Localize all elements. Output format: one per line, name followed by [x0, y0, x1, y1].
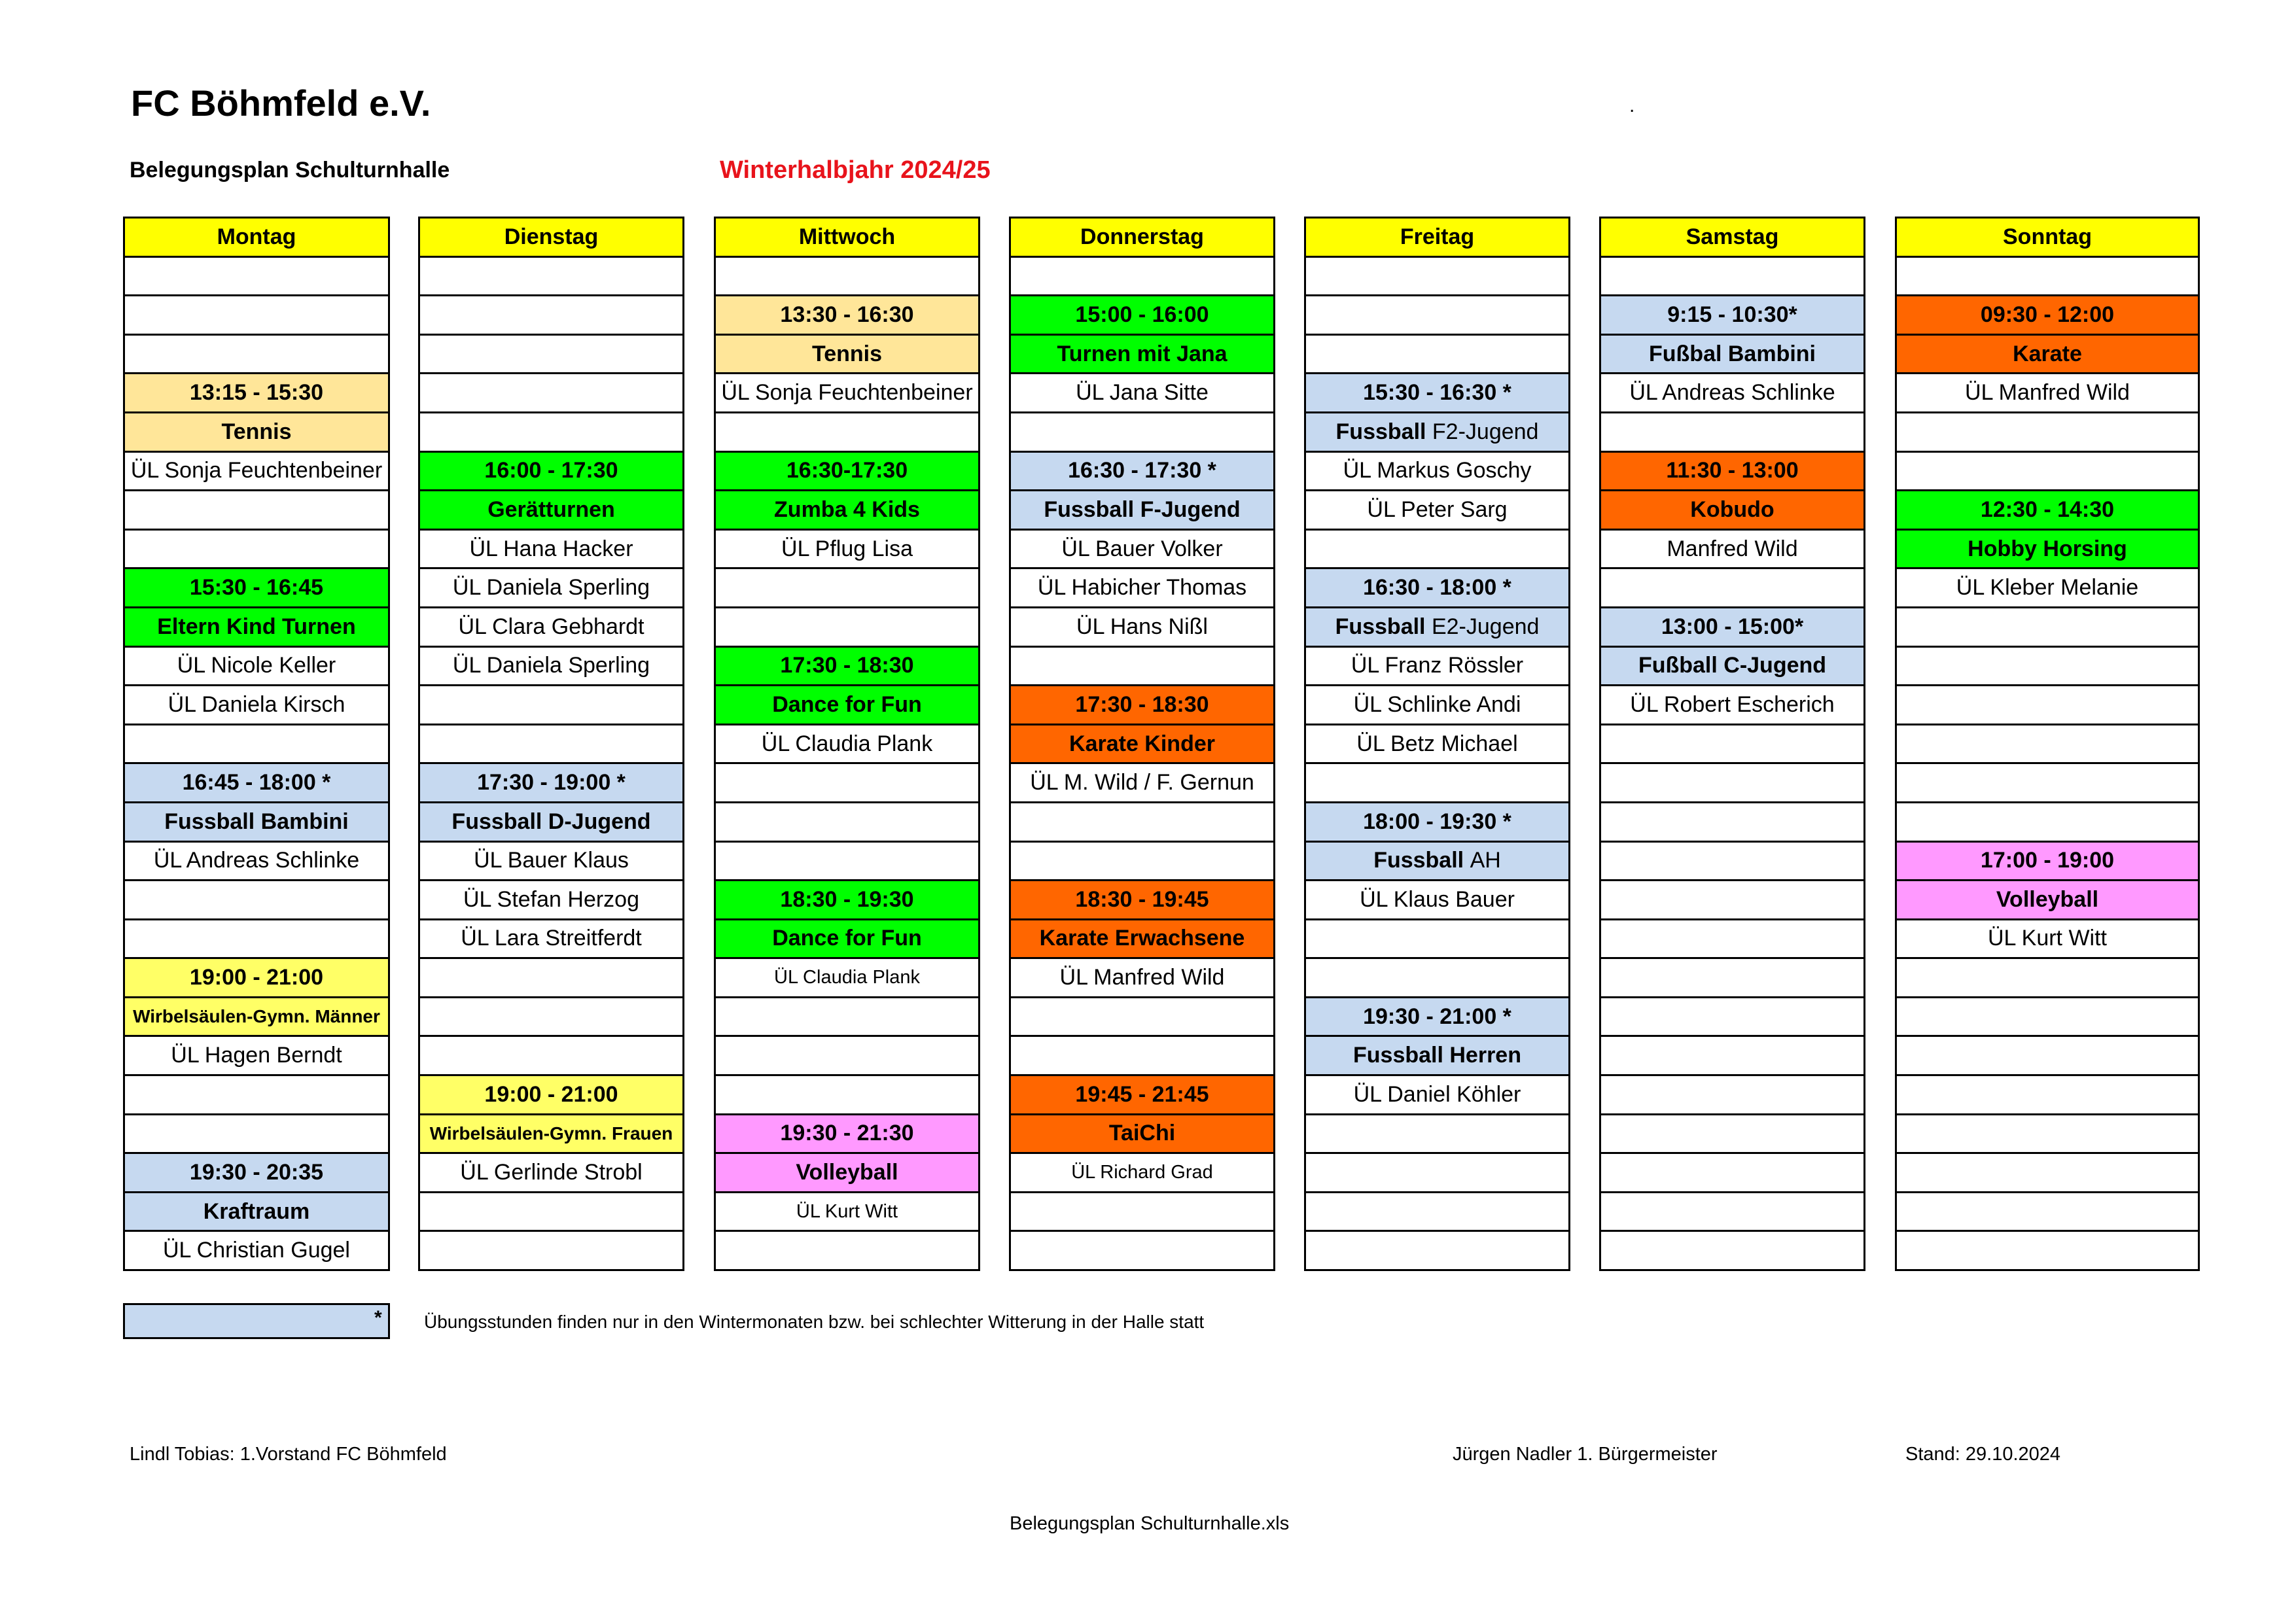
- empty-slot: [1011, 256, 1273, 295]
- schedule-entry: 17:30 - 19:00 *: [420, 762, 682, 801]
- empty-slot: [420, 334, 682, 373]
- empty-slot: [1601, 567, 1863, 606]
- schedule-entry: Karate Erwachsene: [1011, 918, 1273, 958]
- empty-slot: [420, 957, 682, 996]
- trainer-cell: ÜL Daniela Kirsch: [125, 684, 388, 724]
- empty-slot: [1306, 762, 1568, 801]
- empty-slot: [1601, 1113, 1863, 1153]
- schedule-entry: 19:30 - 21:30: [716, 1113, 978, 1153]
- empty-slot: [1897, 646, 2198, 685]
- empty-slot: [1897, 451, 2198, 490]
- empty-slot: [1306, 294, 1568, 334]
- trainer-cell: ÜL Kurt Witt: [1897, 918, 2198, 958]
- entry-group: AH: [1464, 848, 1501, 873]
- empty-slot: [125, 529, 388, 568]
- schedule-entry: 17:00 - 19:00: [1897, 841, 2198, 880]
- empty-slot: [1897, 801, 2198, 841]
- stray-dot: .: [1629, 95, 1635, 116]
- empty-slot: [1011, 646, 1273, 685]
- trainer-cell: ÜL Habicher Thomas: [1011, 567, 1273, 606]
- trainer-cell: ÜL Schlinke Andi: [1306, 684, 1568, 724]
- schedule-entry: 18:30 - 19:45: [1011, 879, 1273, 918]
- empty-slot: [125, 256, 388, 295]
- empty-slot: [420, 372, 682, 411]
- empty-slot: [1897, 606, 2198, 646]
- legend-text: Übungsstunden finden nur in den Wintermonaten bzw. bei schlechter Witterung in der Halle statt: [424, 1312, 1205, 1332]
- trainer-cell: ÜL Klaus Bauer: [1306, 879, 1568, 918]
- empty-slot: [1011, 1230, 1273, 1269]
- empty-slot: [1897, 957, 2198, 996]
- empty-slot: [125, 334, 388, 373]
- trainer-cell: ÜL Peter Sarg: [1306, 489, 1568, 529]
- trainer-cell: ÜL Kleber Melanie: [1897, 567, 2198, 606]
- trainer-cell: ÜL Richard Grad: [1011, 1152, 1273, 1191]
- trainer-cell: ÜL Sonja Feuchtenbeiner: [125, 451, 388, 490]
- legend-star: *: [374, 1307, 382, 1329]
- entry-sport: Fussball: [1373, 848, 1464, 873]
- empty-slot: [1306, 256, 1568, 295]
- day-header: Sonntag: [1897, 217, 2198, 256]
- empty-slot: [1897, 1191, 2198, 1230]
- schedule-entry: 17:30 - 18:30: [1011, 684, 1273, 724]
- schedule-entry: 19:00 - 21:00: [125, 957, 388, 996]
- schedule-entry: Tennis: [125, 411, 388, 451]
- empty-slot: [716, 841, 978, 880]
- day-header: Mittwoch: [716, 217, 978, 256]
- empty-slot: [1011, 411, 1273, 451]
- schedule-entry: Dance for Fun: [716, 918, 978, 958]
- empty-slot: [1011, 841, 1273, 880]
- legend-swatch: [123, 1303, 390, 1339]
- trainer-cell: ÜL Jana Sitte: [1011, 372, 1273, 411]
- empty-slot: [125, 879, 388, 918]
- empty-slot: [420, 1035, 682, 1074]
- day-column-sonntag: [1895, 217, 2200, 1271]
- schedule-entry: 16:30-17:30: [716, 451, 978, 490]
- schedule-entry: 13:15 - 15:30: [125, 372, 388, 411]
- empty-slot: [1011, 1191, 1273, 1230]
- day-header: Dienstag: [420, 217, 682, 256]
- empty-slot: [1601, 1191, 1863, 1230]
- trainer-cell: ÜL Manfred Wild: [1011, 957, 1273, 996]
- empty-slot: [1897, 1230, 2198, 1269]
- trainer-cell: ÜL M. Wild / F. Gernun: [1011, 762, 1273, 801]
- footer-date: Stand: 29.10.2024: [1905, 1444, 2061, 1465]
- empty-slot: [1601, 1035, 1863, 1074]
- empty-slot: [125, 918, 388, 958]
- day-header: Freitag: [1306, 217, 1568, 256]
- trainer-cell: ÜL Daniela Sperling: [420, 646, 682, 685]
- organization-title: FC Böhmfeld e.V.: [131, 82, 431, 124]
- schedule-entry: 13:30 - 16:30: [716, 294, 978, 334]
- empty-slot: [1601, 1152, 1863, 1191]
- trainer-cell: ÜL Andreas Schlinke: [1601, 372, 1863, 411]
- day-column-freitag: [1304, 217, 1570, 1271]
- empty-slot: [420, 256, 682, 295]
- schedule-entry: 13:00 - 15:00*: [1601, 606, 1863, 646]
- empty-slot: [716, 567, 978, 606]
- schedule-entry: 11:30 - 13:00: [1601, 451, 1863, 490]
- empty-slot: [125, 724, 388, 763]
- footer-chairman: Lindl Tobias: 1.Vorstand FC Böhmfeld: [130, 1444, 447, 1465]
- schedule-entry: 12:30 - 14:30: [1897, 489, 2198, 529]
- trainer-cell: ÜL Hana Hacker: [420, 529, 682, 568]
- trainer-cell: ÜL Pflug Lisa: [716, 529, 978, 568]
- trainer-cell: ÜL Stefan Herzog: [420, 879, 682, 918]
- empty-slot: [1306, 1191, 1568, 1230]
- empty-slot: [420, 684, 682, 724]
- trainer-cell: ÜL Claudia Plank: [716, 724, 978, 763]
- empty-slot: [420, 724, 682, 763]
- empty-slot: [125, 294, 388, 334]
- trainer-cell: ÜL Hans Nißl: [1011, 606, 1273, 646]
- day-column-samstag: [1599, 217, 1865, 1271]
- trainer-cell: ÜL Robert Escherich: [1601, 684, 1863, 724]
- schedule-entry: 9:15 - 10:30*: [1601, 294, 1863, 334]
- empty-slot: [1897, 1152, 2198, 1191]
- empty-slot: [1011, 801, 1273, 841]
- empty-slot: [1306, 1113, 1568, 1153]
- schedule-entry: 09:30 - 12:00: [1897, 294, 2198, 334]
- trainer-cell: ÜL Markus Goschy: [1306, 451, 1568, 490]
- trainer-cell: [1306, 411, 1568, 451]
- entry-sport: Fussball: [1335, 419, 1426, 444]
- trainer-cell: Manfred Wild: [1601, 529, 1863, 568]
- plan-subtitle: Belegungsplan Schulturnhalle: [130, 158, 450, 183]
- empty-slot: [1897, 1074, 2198, 1113]
- empty-slot: [716, 801, 978, 841]
- empty-slot: [1601, 1230, 1863, 1269]
- entry-group: F2-Jugend: [1426, 419, 1539, 444]
- trainer-cell: ÜL Hagen Berndt: [125, 1035, 388, 1074]
- empty-slot: [420, 996, 682, 1036]
- trainer-cell: ÜL Manfred Wild: [1897, 372, 2198, 411]
- schedule-entry: 18:00 - 19:30 *: [1306, 801, 1568, 841]
- empty-slot: [1011, 996, 1273, 1036]
- schedule-entry: Tennis: [716, 334, 978, 373]
- day-column-montag: [123, 217, 390, 1271]
- schedule-entry: 15:30 - 16:30 *: [1306, 372, 1568, 411]
- empty-slot: [1601, 801, 1863, 841]
- schedule-entry: Fussball F-Jugend: [1011, 489, 1273, 529]
- trainer-cell: ÜL Christian Gugel: [125, 1230, 388, 1269]
- trainer-cell: ÜL Clara Gebhardt: [420, 606, 682, 646]
- day-header: Montag: [125, 217, 388, 256]
- empty-slot: [716, 606, 978, 646]
- empty-slot: [1601, 879, 1863, 918]
- empty-slot: [125, 1074, 388, 1113]
- schedule-entry: Gerätturnen: [420, 489, 682, 529]
- empty-slot: [1601, 724, 1863, 763]
- trainer-cell: ÜL Nicole Keller: [125, 646, 388, 685]
- trainer-cell: Wirbelsäulen-Gymn. Frauen: [420, 1113, 682, 1153]
- trainer-cell: ÜL Lara Streitferdt: [420, 918, 682, 958]
- schedule-entry: Fussball Bambini: [125, 801, 388, 841]
- empty-slot: [420, 411, 682, 451]
- trainer-cell: [1306, 606, 1568, 646]
- empty-slot: [1306, 1152, 1568, 1191]
- empty-slot: [1601, 996, 1863, 1036]
- trainer-cell: [1306, 841, 1568, 880]
- empty-slot: [1897, 1113, 2198, 1153]
- schedule-entry: Karate: [1897, 334, 2198, 373]
- schedule-entry: Fußball C-Jugend: [1601, 646, 1863, 685]
- schedule-entry: 15:00 - 16:00: [1011, 294, 1273, 334]
- schedule-entry: Fussball Herren: [1306, 1035, 1568, 1074]
- empty-slot: [1897, 762, 2198, 801]
- empty-slot: [125, 489, 388, 529]
- trainer-cell: ÜL Daniel Köhler: [1306, 1074, 1568, 1113]
- schedule-entry: TaiChi: [1011, 1113, 1273, 1153]
- schedule-entry: 16:30 - 18:00 *: [1306, 567, 1568, 606]
- schedule-entry: Eltern Kind Turnen: [125, 606, 388, 646]
- schedule-entry: 19:45 - 21:45: [1011, 1074, 1273, 1113]
- footer-filename: Belegungsplan Schulturnhalle.xls: [1010, 1513, 1290, 1534]
- schedule-entry: Volleyball: [1897, 879, 2198, 918]
- empty-slot: [420, 1191, 682, 1230]
- trainer-cell: ÜL Betz Michael: [1306, 724, 1568, 763]
- empty-slot: [1897, 684, 2198, 724]
- empty-slot: [1306, 334, 1568, 373]
- trainer-cell: ÜL Gerlinde Strobl: [420, 1152, 682, 1191]
- trainer-cell: ÜL Daniela Sperling: [420, 567, 682, 606]
- empty-slot: [1601, 918, 1863, 958]
- empty-slot: [716, 1035, 978, 1074]
- day-column-mittwoch: [714, 217, 980, 1271]
- empty-slot: [1601, 841, 1863, 880]
- schedule-entry: Kraftraum: [125, 1191, 388, 1230]
- empty-slot: [125, 1113, 388, 1153]
- empty-slot: [716, 1074, 978, 1113]
- schedule-entry: 17:30 - 18:30: [716, 646, 978, 685]
- schedule-entry: 19:30 - 21:00 *: [1306, 996, 1568, 1036]
- season-label: Winterhalbjahr 2024/25: [720, 156, 991, 184]
- empty-slot: [716, 1230, 978, 1269]
- empty-slot: [1897, 1035, 2198, 1074]
- empty-slot: [716, 762, 978, 801]
- empty-slot: [1011, 1035, 1273, 1074]
- entry-group: E2-Jugend: [1425, 614, 1540, 639]
- day-header: Donnerstag: [1011, 217, 1273, 256]
- day-column-dienstag: [418, 217, 684, 1271]
- empty-slot: [420, 1230, 682, 1269]
- schedule-entry: Turnen mit Jana: [1011, 334, 1273, 373]
- schedule-entry: Zumba 4 Kids: [716, 489, 978, 529]
- trainer-cell: ÜL Kurt Witt: [716, 1191, 978, 1230]
- day-column-donnerstag: [1009, 217, 1275, 1271]
- empty-slot: [1306, 957, 1568, 996]
- empty-slot: [1601, 411, 1863, 451]
- schedule-entry: Dance for Fun: [716, 684, 978, 724]
- empty-slot: [716, 411, 978, 451]
- schedule-entry: Kobudo: [1601, 489, 1863, 529]
- trainer-cell: ÜL Bauer Volker: [1011, 529, 1273, 568]
- empty-slot: [716, 256, 978, 295]
- trainer-cell: ÜL Sonja Feuchtenbeiner: [716, 372, 978, 411]
- trainer-cell: ÜL Bauer Klaus: [420, 841, 682, 880]
- entry-sport: Fussball: [1335, 614, 1426, 639]
- empty-slot: [1897, 724, 2198, 763]
- empty-slot: [1601, 1074, 1863, 1113]
- empty-slot: [1897, 256, 2198, 295]
- empty-slot: [1306, 529, 1568, 568]
- empty-slot: [1897, 996, 2198, 1036]
- schedule-entry: Volleyball: [716, 1152, 978, 1191]
- trainer-cell: ÜL Andreas Schlinke: [125, 841, 388, 880]
- schedule-entry: Karate Kinder: [1011, 724, 1273, 763]
- empty-slot: [1601, 256, 1863, 295]
- empty-slot: [716, 996, 978, 1036]
- empty-slot: [1601, 957, 1863, 996]
- footer-mayor: Jürgen Nadler 1. Bürgermeister: [1453, 1444, 1718, 1465]
- schedule-entry: 16:30 - 17:30 *: [1011, 451, 1273, 490]
- schedule-entry: 18:30 - 19:30: [716, 879, 978, 918]
- empty-slot: [1897, 411, 2198, 451]
- empty-slot: [420, 294, 682, 334]
- schedule-entry: 15:30 - 16:45: [125, 567, 388, 606]
- schedule-entry: Fussball D-Jugend: [420, 801, 682, 841]
- schedule-entry: Fußbal Bambini: [1601, 334, 1863, 373]
- schedule-entry: Hobby Horsing: [1897, 529, 2198, 568]
- schedule-entry: 19:30 - 20:35: [125, 1152, 388, 1191]
- trainer-cell: ÜL Claudia Plank: [716, 957, 978, 996]
- schedule-entry: 19:00 - 21:00: [420, 1074, 682, 1113]
- schedule-entry: 16:00 - 17:30: [420, 451, 682, 490]
- schedule-entry: 16:45 - 18:00 *: [125, 762, 388, 801]
- trainer-cell: ÜL Franz Rössler: [1306, 646, 1568, 685]
- empty-slot: [1306, 1230, 1568, 1269]
- day-header: Samstag: [1601, 217, 1863, 256]
- empty-slot: [1601, 762, 1863, 801]
- empty-slot: [1306, 918, 1568, 958]
- trainer-cell: Wirbelsäulen-Gymn. Männer: [125, 996, 388, 1036]
